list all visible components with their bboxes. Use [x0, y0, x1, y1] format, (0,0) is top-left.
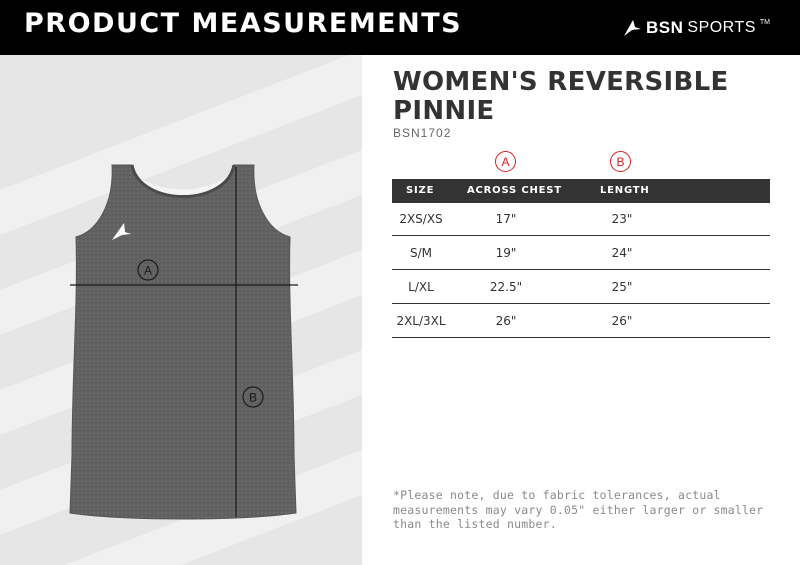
- row-across-chest: 19": [495, 246, 517, 260]
- table-row: [392, 203, 770, 236]
- product-sku: BSN1702: [393, 126, 452, 140]
- row-size: L/XL: [408, 280, 434, 294]
- jersey-marker-a-label: A: [143, 263, 153, 278]
- row-across-chest: 26": [495, 314, 517, 328]
- column-marker-b: B: [610, 151, 631, 172]
- row-across-chest: 17": [495, 212, 517, 226]
- table-row: [392, 271, 770, 304]
- row-across-chest: 22.5": [489, 280, 523, 294]
- row-length: 24": [611, 246, 633, 260]
- row-size: 2XS/XS: [399, 212, 443, 226]
- header-across-chest: ACROSS CHEST: [467, 185, 562, 196]
- fabric-tolerance-note: *Please note, due to fabric tolerances, actual measurements may vary 0.05" either larger or smaller than the listed number.: [393, 488, 764, 531]
- row-length: 26": [611, 314, 633, 328]
- jersey-shape: [70, 165, 296, 519]
- brand-logo: [622, 17, 770, 39]
- product-illustration: [0, 55, 362, 565]
- product-image-panel: [0, 55, 362, 565]
- page-header: [0, 0, 800, 55]
- header-length: LENGTH: [600, 185, 650, 196]
- row-size: 2XL/3XL: [396, 314, 446, 328]
- jersey-marker-b-label: B: [248, 390, 258, 405]
- brand-trademark: TM: [759, 19, 770, 26]
- size-table-header: [392, 179, 770, 203]
- table-row: [392, 305, 770, 338]
- column-marker-a: A: [495, 151, 516, 172]
- table-row: [392, 237, 770, 270]
- product-title: WOMEN'S REVERSIBLE PINNIE: [393, 67, 729, 126]
- brand-bsn-text: BSN: [645, 18, 684, 37]
- row-length: 25": [611, 280, 633, 294]
- page-title: PRODUCT MEASUREMENTS: [24, 8, 463, 39]
- header-size: SIZE: [406, 185, 435, 196]
- row-length: 23": [611, 212, 633, 226]
- row-size: S/M: [409, 246, 432, 260]
- brand-sports-text: SPORTS: [687, 19, 756, 36]
- bsn-logo-icon: [622, 19, 642, 37]
